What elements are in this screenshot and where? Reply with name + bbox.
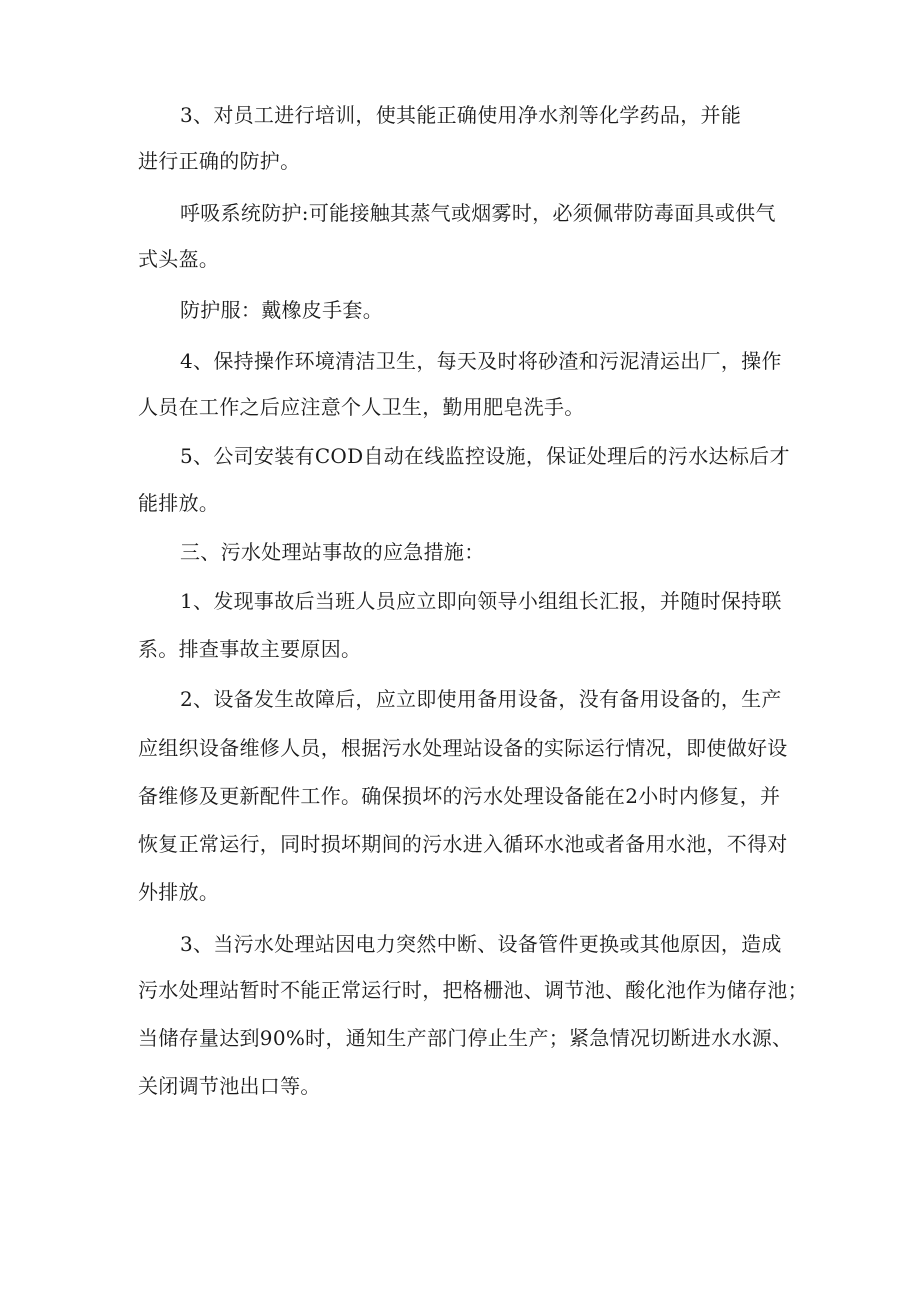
text-line: 3、对员工进行培训，使其能正确使用净水剂等化学药品，并能	[180, 103, 742, 127]
text-line: 人员在工作之后应注意个人卫生，勤用肥皂洗手。	[138, 395, 585, 419]
text-line: 外排放。	[138, 880, 220, 904]
text-line: 当储存量达到90%时，通知生产部门停止生产；紧急情况切断进水水源、	[138, 1026, 793, 1050]
text-line: 3、当污水处理站因电力突然中断、设备管件更换或其他原因，造成	[180, 932, 782, 956]
text-line: 系。排查事故主要原因。	[138, 637, 362, 661]
text-line: 关闭调节池出口等。	[138, 1074, 321, 1098]
text-line: 2、设备发生故障后，应立即使用备用设备，没有备用设备的，生产	[180, 687, 782, 711]
text-line: 备维修及更新配件工作。确保损坏的污水处理设备能在2小时内修复，并	[138, 784, 781, 808]
text-line: 呼吸系统防护:可能接触其蒸气或烟雾时，必须佩带防毒面具或供气	[180, 201, 776, 225]
text-line: 应组织设备维修人员，根据污水处理站设备的实际运行情况，即使做好设	[138, 736, 788, 760]
text-line: 防护服：戴橡皮手套。	[180, 298, 383, 322]
text-line: 恢复正常运行，同时损坏期间的污水进入循环水池或者备用水池，不得对	[138, 832, 788, 856]
text-line: 污水处理站暂时不能正常运行时，把格栅池、调节池、酸化池作为储存池；	[138, 978, 808, 1002]
text-line: 4、保持操作环境清洁卫生，每天及时将砂渣和污泥清运出厂，操作	[180, 349, 782, 373]
text-line: 能排放。	[138, 491, 220, 515]
text-line: 式头盔。	[138, 247, 220, 271]
text-line: 1、发现事故后当班人员应立即向领导小组组长汇报，并随时保持联	[180, 589, 782, 613]
text-line: 进行正确的防护。	[138, 149, 301, 173]
text-line: 5、公司安装有COD自动在线监控设施，保证处理后的污水达标后才	[180, 444, 790, 468]
section-heading: 三、污水处理站事故的应急措施：	[180, 540, 485, 564]
